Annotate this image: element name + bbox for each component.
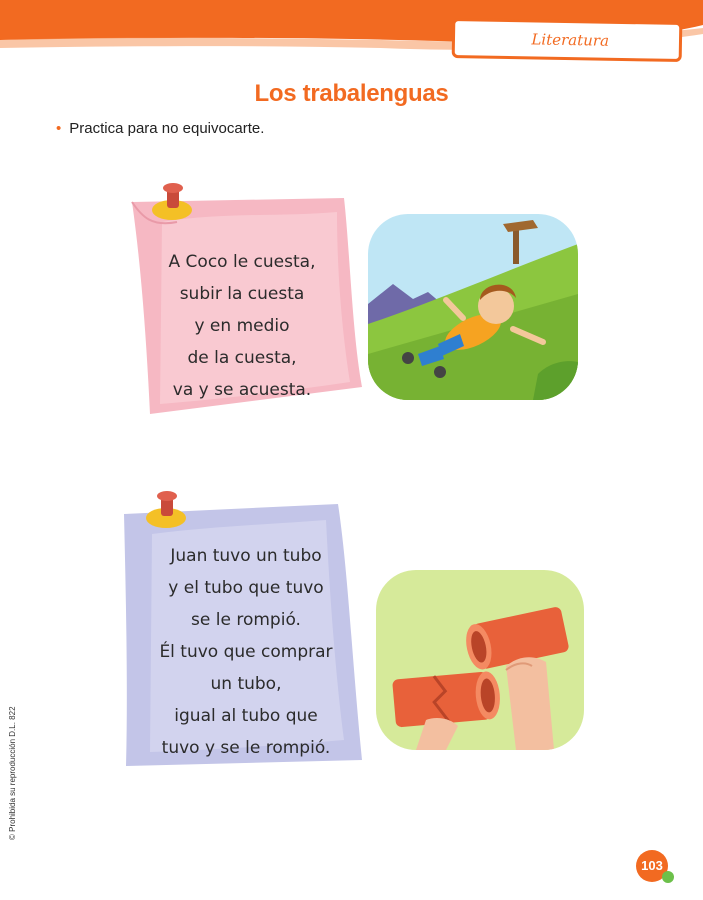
pushpin-icon (144, 490, 188, 534)
tongue-twister-card-2 (116, 490, 368, 772)
poem-line: igual al tubo que (174, 706, 318, 726)
poem-line: y en medio (194, 316, 290, 336)
poem-line: de la cuesta, (187, 348, 297, 368)
decorative-dot (662, 871, 674, 883)
poem-line: un tubo, (210, 674, 282, 694)
poem-line: se le rompió. (191, 610, 301, 630)
section-label: Literatura (531, 30, 610, 50)
tongue-twister-card-1 (122, 182, 372, 422)
bullet-icon: • (56, 120, 62, 137)
poem-line: tuvo y se le rompió. (161, 738, 331, 758)
section-tab (452, 18, 683, 62)
poem-line: Juan tuvo un tubo (170, 546, 322, 566)
poem-line: y el tubo que tuvo (168, 578, 324, 598)
poem-line: A Coco le cuesta, (168, 252, 316, 272)
poem-line: va y se acuesta. (172, 380, 312, 400)
poem-line: subir la cuesta (179, 284, 305, 304)
poem-2 (126, 540, 366, 764)
poem-1 (132, 246, 352, 406)
poem-line: Él tuvo que comprar (159, 642, 333, 662)
pushpin-icon (150, 182, 194, 226)
page-number: 103 (636, 850, 668, 882)
page-title: Los trabalenguas (254, 80, 449, 107)
illustration-broken-tubes (376, 570, 584, 750)
illustration-boy-on-hill (368, 214, 578, 400)
copyright-notice: © Prohibida su reproducción D.L. 822 (8, 706, 17, 840)
instruction-text: Practica para no equivocarte. (69, 120, 265, 137)
instruction (56, 120, 264, 137)
